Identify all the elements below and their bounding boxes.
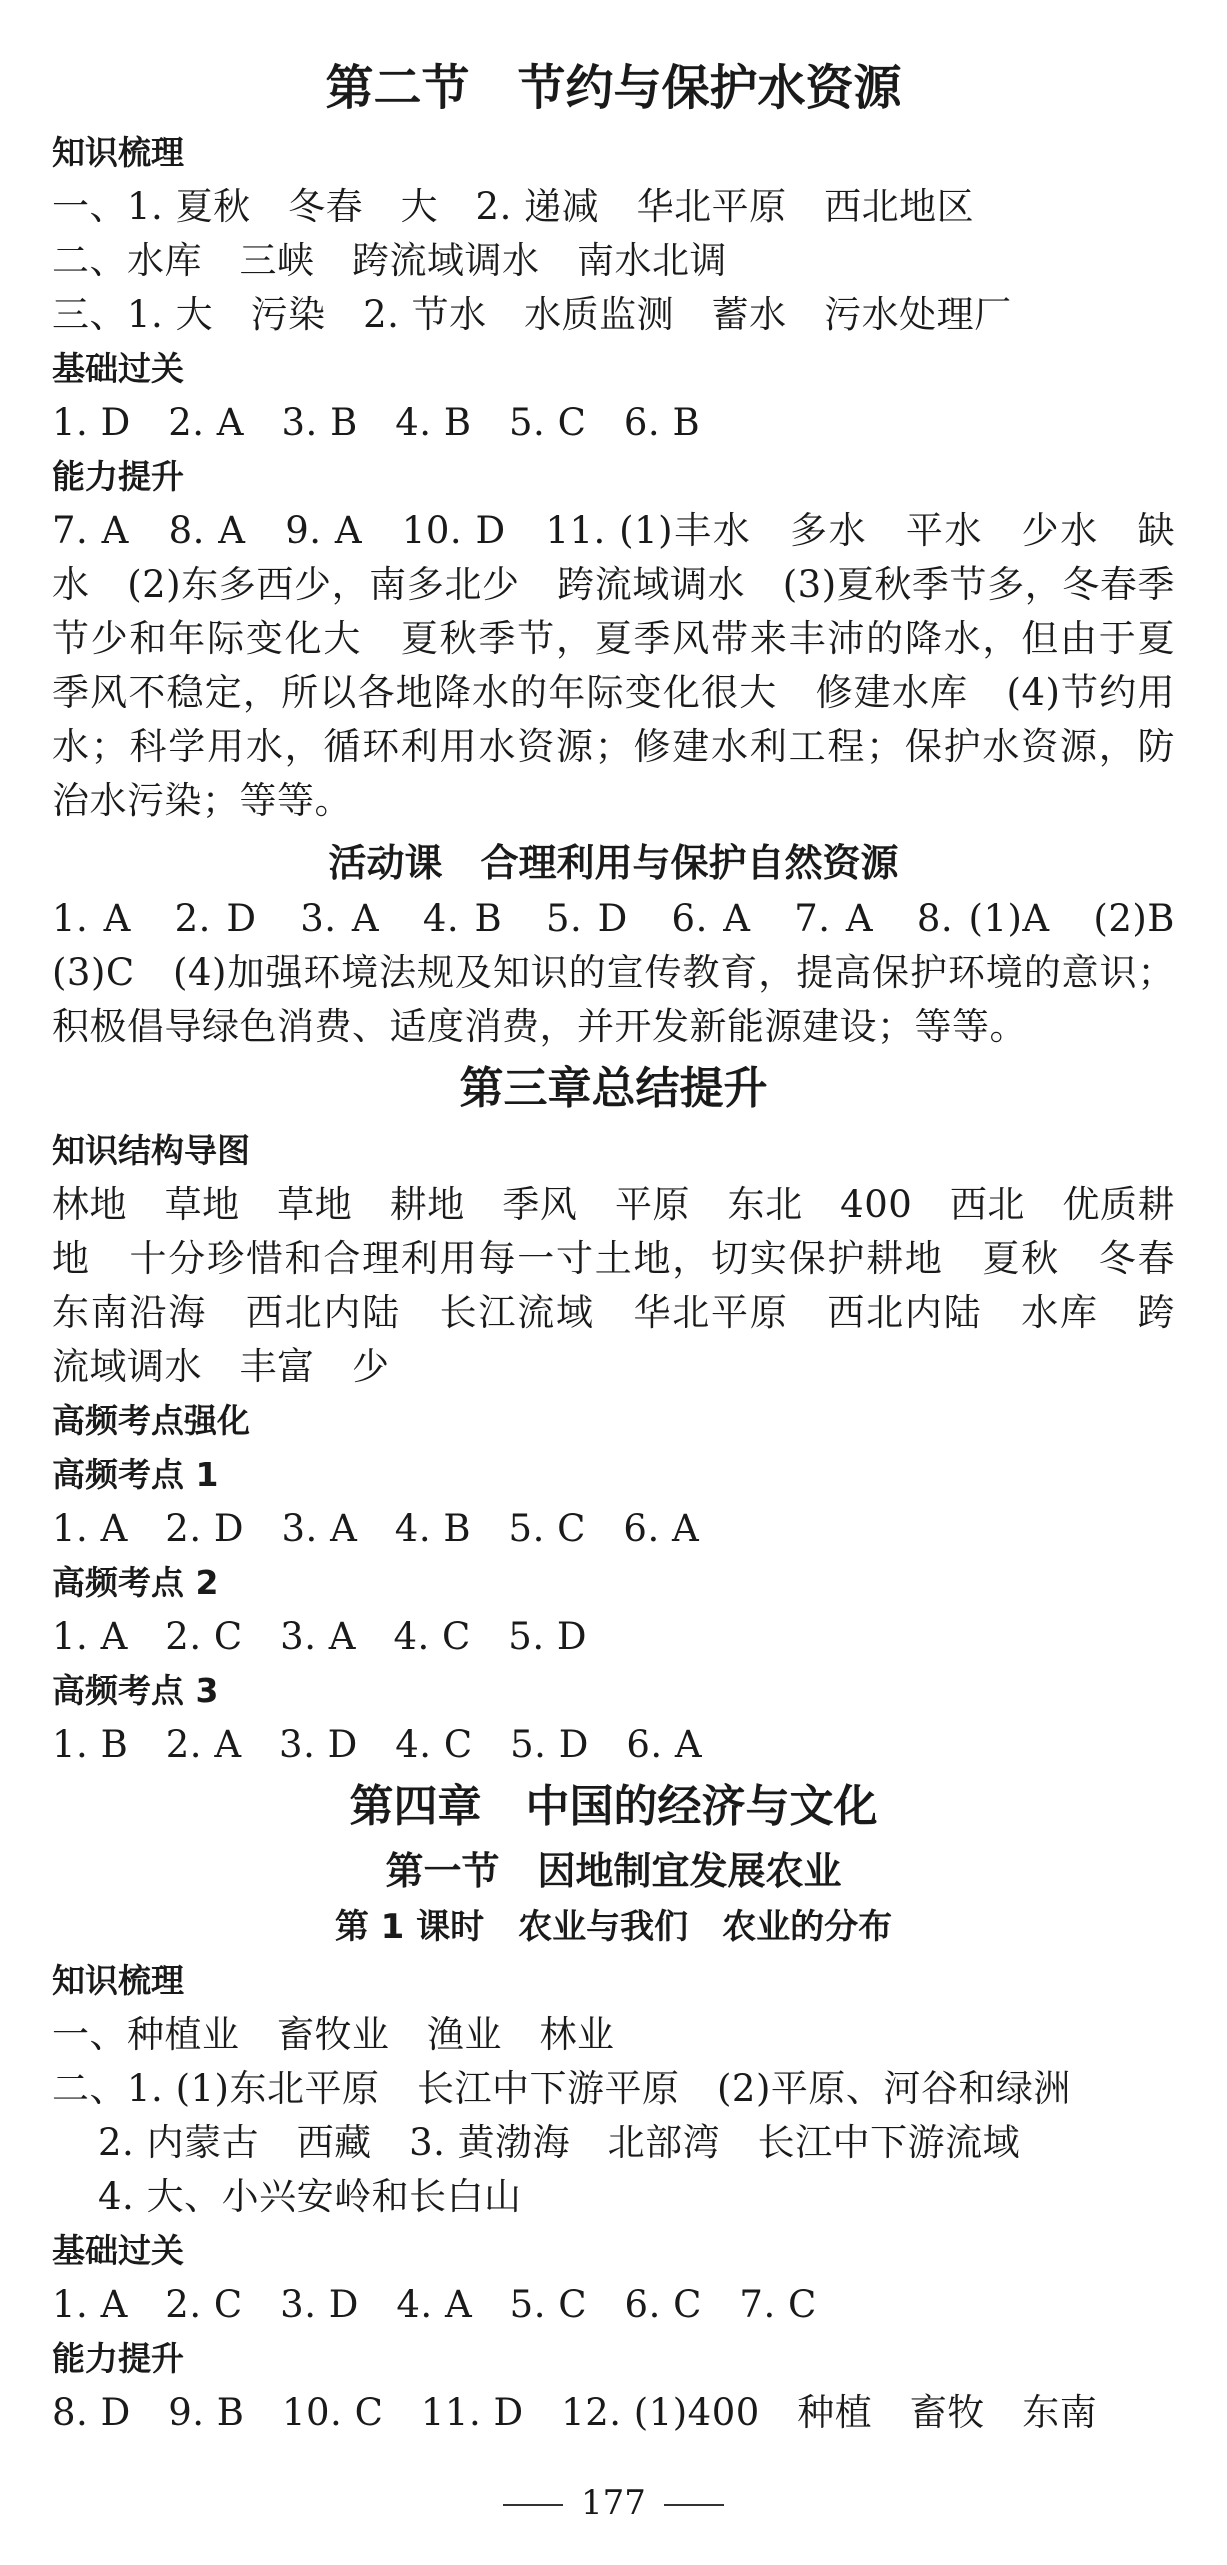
page-number-footer [0, 2478, 1227, 2528]
knowledge2-line-4: 4. 大、小兴安岭和长白山 [98, 2175, 522, 2218]
heading-knowledge: 知识梳理 [52, 133, 184, 172]
knowledge-line-2: 二、水库 三峡 跨流域调水 南水北调 [52, 239, 727, 282]
knowledge-line-3: 三、1. 大 污染 2. 节水 水质监测 蓄水 污水处理厂 [52, 293, 1012, 336]
heading-hf2: 高频考点 2 [52, 1563, 219, 1602]
heading-ability-2: 能力提升 [52, 2339, 184, 2378]
hf2-answers: 1. A 2. C 3. A 4. C 5. D [52, 1615, 588, 1658]
heading-knowledge-2: 知识梳理 [52, 1961, 184, 2000]
knowledge-line-1: 一、1. 夏秋 冬春 大 2. 递减 华北平原 西北地区 [52, 185, 975, 228]
section-title-water: 第二节 节约与保护水资源 [325, 60, 902, 116]
hf1-answers: 1. A 2. D 3. A 4. B 5. C 6. A [52, 1507, 700, 1550]
lesson-title: 第 1 课时 农业与我们 农业的分布 [334, 1907, 893, 1947]
heading-high-frequency: 高频考点强化 [52, 1401, 250, 1440]
heading-knowledge-map: 知识结构导图 [52, 1131, 250, 1170]
ability-answers: 7. A 8. A 9. A 10. D 11. (1)丰水 多水 平水 少水 缺水 (2)东多西少，南多北少 跨流域调水 (3)夏秋季节多，冬春季节少和年际变化大 夏秋季节，夏季风带来丰沛的降水，但由于夏季风不稳定，所以各地降水的年际变化很大 修建水库 (4)节约用水；科学用水，循环利用水资源；修建水利工程；保护水资源，防治水污染；等等。 [52, 509, 1175, 822]
heading-basic: 基础过关 [52, 349, 184, 388]
heading-hf1: 高频考点 1 [52, 1455, 219, 1494]
knowledge-map-answers: 林地 草地 草地 耕地 季风 平原 东北 400 西北 优质耕地 十分珍惜和合理利用每一寸土地，切实保护耕地 夏秋 冬春 东南沿海 西北内陆 长江流域 华北平原 西北内陆 水库 跨流域调水 丰富 少 [52, 1183, 1213, 1388]
basic-answers: 1. D 2. A 3. B 4. B 5. C 6. B [52, 401, 701, 444]
hf3-answers: 1. B 2. A 3. D 4. C 5. D 6. A [52, 1723, 703, 1766]
heading-basic-2: 基础过关 [52, 2231, 184, 2270]
chapter-summary-title: 第三章总结提升 [459, 1063, 768, 1114]
footer-dash-left [503, 2504, 563, 2506]
page-number: 177 [581, 2483, 646, 2523]
heading-ability: 能力提升 [52, 457, 184, 496]
footer-dash-right [664, 2504, 724, 2506]
chapter-title-4: 第四章 中国的经济与文化 [349, 1781, 878, 1832]
section-title-agriculture: 第一节 因地制宜发展农业 [385, 1849, 842, 1893]
knowledge2-line-1: 一、种植业 畜牧业 渔业 林业 [52, 2013, 615, 2056]
heading-hf3: 高频考点 3 [52, 1671, 219, 1710]
basic2-answers: 1. A 2. C 3. D 4. A 5. C 6. C 7. C [52, 2283, 817, 2326]
knowledge2-line-3: 2. 内蒙古 西藏 3. 黄渤海 北部湾 长江中下游流域 [98, 2121, 1021, 2164]
knowledge2-line-2: 二、1. (1)东北平原 长江中下游平原 (2)平原、河谷和绿洲 [52, 2067, 1071, 2110]
section-title-activity: 活动课 合理利用与保护自然资源 [328, 841, 899, 885]
activity-answers: 1. A 2. D 3. A 4. B 5. D 6. A 7. A 8. (1)A (2)B (3)C (4)加强环境法规及知识的宣传教育，提高保护环境的意识；积极倡导绿色消费、适度消费，并开发新能源建设；等等。 [52, 897, 1213, 1048]
ability2-answers: 8. D 9. B 10. C 11. D 12. (1)400 种植 畜牧 东南 [52, 2391, 1098, 2434]
